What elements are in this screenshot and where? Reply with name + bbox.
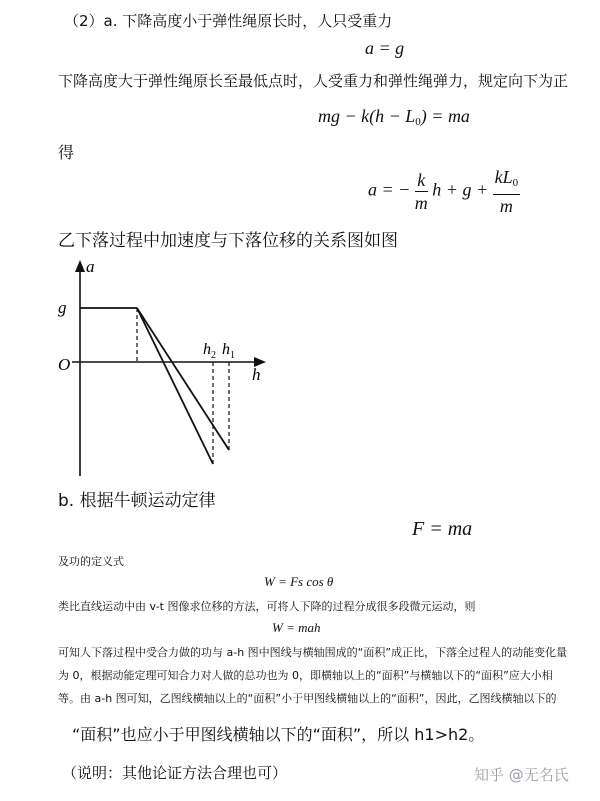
equation-work: W = Fs cos θ: [264, 574, 334, 589]
paragraph-line2: 为 0，根据动能定理可知合力对人做的总功也为 0，即横轴以上的“面积”与横轴以下的“面积”应大小相: [58, 669, 553, 682]
part-b-heading: b. 根据牛顿运动定律: [58, 491, 216, 511]
analogy-text: 类比直线运动中由 v-t 图像求位移的方法，可将人下降的过程分成很多段微元运动，则: [58, 600, 476, 613]
line-jia: [137, 308, 229, 450]
line-yi: [137, 308, 213, 464]
watermark: 知乎 @无名氏: [474, 766, 569, 784]
note-line: （说明：其他论证方法合理也可）: [62, 764, 288, 782]
part-a-line2: 下降高度大于弹性绳原长至最低点时，人受重力和弹性绳弹力，规定向下为正: [58, 72, 569, 90]
graph-caption: 乙下落过程中加速度与下落位移的关系图如图: [58, 231, 398, 251]
h2-label: $h_2$: [203, 341, 216, 361]
g-label: g: [58, 298, 67, 317]
y-axis-label: a: [86, 257, 95, 276]
paragraph-line3: 等。由 a-h 图可知，乙图线横轴以上的“面积”小于甲图线横轴以上的“面积”，因此，乙图线横轴以下的: [58, 692, 557, 705]
y-axis-arrow: [75, 260, 85, 272]
equation-acceleration: a = − $\frac{k}{m}$ h + g + $\frac{kL_0}{m}$: [368, 167, 519, 216]
part-a-line1: （2）a. 下降高度小于弹性绳原长时，人只受重力: [64, 12, 393, 30]
equation-work-mah: W = mah: [272, 620, 321, 635]
conclusion-line: “面积”也应小于甲图线横轴以下的“面积”，所以 h1>h2。: [72, 725, 485, 744]
de-label: 得: [58, 143, 75, 162]
x-axis-label: h: [252, 365, 261, 384]
origin-label: O: [58, 355, 71, 374]
a-h-graph: [50, 250, 280, 480]
equation-newton: F = ma: [412, 518, 473, 540]
paragraph-line1: 可知人下落过程中受合力做的功与 a-h 图中图线与横轴围成的“面积”成正比，下落全过程人的动能变化量: [58, 646, 568, 659]
equation-net-force: mg − $k(h - L_0)$ = ma: [318, 106, 470, 128]
equation-a-equals-g: a = g: [365, 38, 405, 58]
work-definition-label: 及功的定义式: [58, 555, 124, 568]
h1-label: $h_1$: [222, 341, 235, 361]
